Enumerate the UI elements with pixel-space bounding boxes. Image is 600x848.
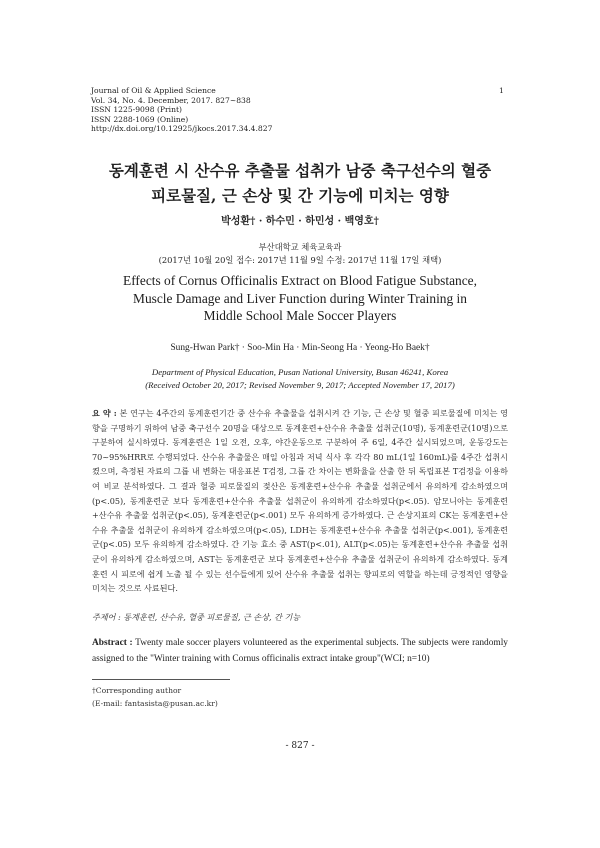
journal-volume: Vol. 34, No. 4. December, 2017. 827~838	[91, 95, 251, 105]
affiliation-english	[60, 366, 540, 391]
footnote-email[interactable]: (E-mail: fantasista@pusan.ac.kr)	[92, 699, 218, 708]
title-english-line-1: Effects of Cornus Officinalis Extract on Blood Fatigue Substance,	[123, 273, 477, 288]
title-english-line-2: Muscle Damage and Liver Function during Winter Training in	[133, 290, 467, 306]
footnote	[92, 684, 218, 710]
affiliation-korean-dates: (2017년 10월 20일 접수: 2017년 11월 9일 수정: 2017년 11월 17일 채택)	[158, 255, 442, 265]
issn-print: ISSN 1225-9098 (Print)	[91, 105, 182, 115]
doi-link[interactable]: http://dx.doi.org/10.12925/jkocs.2017.34.4.827	[91, 124, 273, 134]
footnote-corresponding: †Corresponding author	[92, 686, 182, 695]
title-korean-line-1: 동계훈련 시 산수유 추출물 섭취가 남중 축구선수의 혈중	[108, 161, 492, 180]
title-korean	[60, 158, 540, 208]
authors-korean: 박성환† · 하수민 · 하민성 · 백영호†	[221, 216, 379, 227]
abstract-english	[92, 636, 508, 667]
authors-english: Sung-Hwan Park† · Soo-Min Ha · Min-Seong Ha · Yeong-Ho Baek†	[170, 343, 430, 353]
affiliation-english-dates: (Received October 20, 2017; Revised November 9, 2017; Accepted November 17, 2017)	[145, 379, 455, 390]
keywords-korean: 주제어 : 동계훈련, 산수유, 혈중 피로물질, 근 손상, 간 기능	[92, 612, 301, 622]
footnote-divider	[92, 679, 230, 680]
issn-online: ISSN 2288-1069 (Online)	[91, 114, 189, 124]
journal-name: Journal of Oil & Applied Science	[91, 86, 216, 95]
page-number-bottom: - 827 -	[285, 741, 315, 751]
title-korean-line-2: 피로물질, 근 손상 및 간 기능에 미치는 영향	[151, 186, 449, 205]
abstract-english-label: Abstract :	[92, 638, 133, 648]
title-english-line-3: Middle School Male Soccer Players	[203, 308, 397, 323]
abstract-korean	[92, 406, 508, 596]
abstract-korean-label: 요 약 :	[92, 408, 117, 418]
journal-header	[91, 86, 272, 134]
abstract-korean-text: 본 연구는 4주간의 동계훈련기간 중 산수유 추출물을 섭취시켜 간 기능, 근 손상 및 혈중 피로물질에 미치는 영향을 구명하기 위하여 남중 축구선수 20명을 대상으로 동계훈련+산수유 추출물 섭취군(10명), 동계훈련군(10명)으로 구분하여 실시하였다. 동계훈련은 1일 오전, 오후, 야간운동으로 구분하여 주 6일, 4주간 실시되었으며, 운동강도는 70~95%HRR로 수행되었다. 산수유 추출물은 매일 아침과 저녁 식사 후 각각 80 mL(1일 160mL)를 4주간 섭취시켰으며, 측정된 자료의 그룹 내 변화는 대응표본 T검정, 그룹 간 차이는 변화율을 산출 한 뒤 독립표본 T검정을 이용하여 비교 분석하였다. 그 결과 혈중 피로물질의 젖산은 동계훈련+산수유 추출물 섭취군에서 유의하게 감소하였으며(p<.05), 동계훈련군 보다 동계훈련+산수유 추출물 섭취군이 유의하게 감소하였다(p<.05). 암모니아는 동계훈련+산수유 추출물 섭취군(p<.05), 동계훈련군(p<.001) 모두 유의하게 증가하였다. 근 손상지표의 CK는 동계훈련+산수유 추출물 섭취군이 유의하게 감소하였으며(p<.05), LDH는 동계훈련+산수유 추출물 섭취군(p<.001), 동계훈련군(p<.05) 모두 유의하게 감소하였다. 간 기능 효소 중 AST(p<.01), ALT(p<.05)는 동계훈련+산수유 추출물 섭취군이 유의하게 감소하였으며, AST는 동계훈련군 보다 동계훈련+산수유 추출물 섭취군이 유의하게 감소하였다. 동계훈련 시 피로에 쉽게 노출 될 수 있는 선수들에게 있어 산수유 추출물 섭취는 향피로의 역할을 하는데 긍정적인 영향을 미치는 것으로 사료된다.	[92, 408, 508, 594]
abstract-english-text: Twenty male soccer players volunteered as the experimental subjects. The subjects were randomly assigned to the "Winter training with Cornus officinalis extract intake group"(WCI; n=10)	[92, 638, 508, 664]
page-number-top: 1	[499, 86, 504, 95]
title-english	[60, 272, 540, 325]
affiliation-korean-dept: 부산대학교 체육교육과	[258, 242, 342, 252]
affiliation-korean	[60, 241, 540, 267]
affiliation-english-dept: Department of Physical Education, Pusan National University, Busan 46241, Korea	[151, 367, 449, 377]
